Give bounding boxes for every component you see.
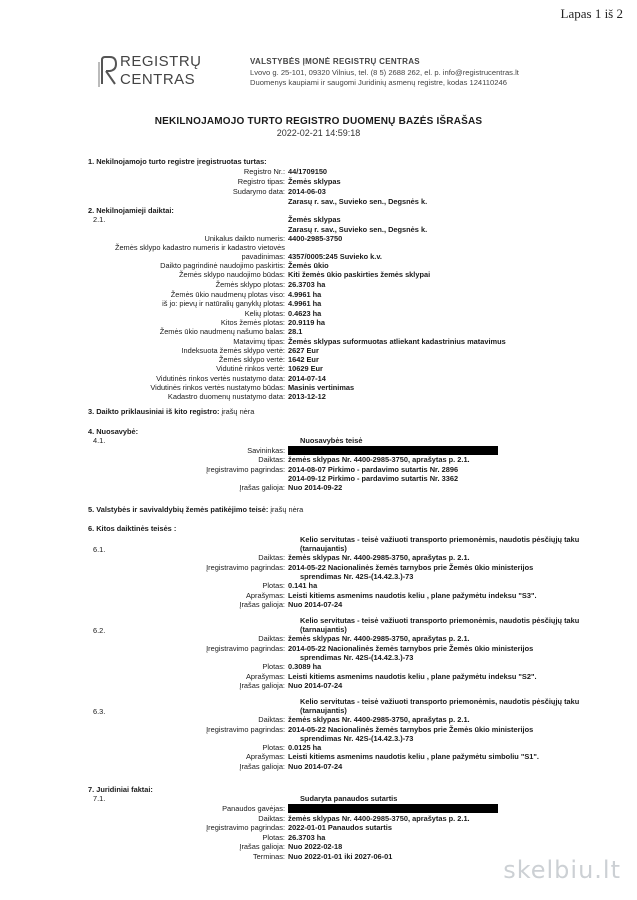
value: žemės sklypas Nr. 4400-2985-3750, aprašytas p. 2.1.: [288, 634, 470, 643]
label: Žemės ūkio naudmenų našumo balas:: [159, 327, 285, 336]
value: 2014-05-22 Nacionalinės žemės tarnybos prie Žemės ūkio ministerijos: [288, 725, 534, 734]
label: Panaudos gavėjas:: [222, 804, 285, 813]
label: Registro tipas:: [237, 177, 285, 186]
watermark: [503, 856, 621, 884]
section-5-title: 5. Valstybės ir savivaldybių žemės patikėjimo teisė:: [88, 505, 269, 514]
label: Unikalus daikto numeris:: [204, 234, 285, 243]
section-5-empty: įrašų nėra: [270, 505, 304, 514]
item-number: 7.1.: [93, 794, 106, 803]
label: Įregistravimo pagrindas:: [206, 465, 285, 474]
label: Įrašas galioja:: [239, 762, 285, 771]
value: Žemės sklypas suformuotas atliekant kadastrinius matavimus: [288, 337, 506, 346]
label: Plotas:: [262, 743, 285, 752]
value: Leisti kitiems asmenims naudotis keliu , plane pažymėtu indeksu "S3".: [288, 591, 537, 600]
document-title: NEKILNOJAMOJO TURTO REGISTRO DUOMENŲ BAZĖS IŠRAŠAS: [154, 116, 483, 127]
value: 26.3703 ha: [288, 280, 326, 289]
value: Žemės sklypas: [288, 177, 341, 186]
label: Aprašymas:: [245, 752, 285, 761]
label: Aprašymas:: [245, 672, 285, 681]
value: 0.4623 ha: [288, 309, 322, 318]
label: Įrašas galioja:: [239, 483, 285, 492]
section-1-heading: 1. Nekilnojamojo turto registre įregistruotas turtas:: [88, 157, 267, 166]
value: 2627 Eur: [288, 346, 319, 355]
value: Kelio servitutas - teisė važiuoti transporto priemonėmis, naudotis pėsčiųjų taku: [300, 535, 580, 544]
label: Kelių plotas:: [244, 309, 285, 318]
value: Leisti kitiems asmenims naudotis keliu , plane pažymėtu simboliu "S1".: [288, 752, 539, 761]
value: sprendimas Nr. 42S-(14.42.3.)-73: [300, 734, 414, 743]
label: Žemės ūkio naudmenų plotas viso:: [170, 290, 285, 299]
label: Įregistravimo pagrindas:: [206, 644, 285, 653]
value: Kiti žemės ūkio paskirties žemės sklypai: [288, 270, 431, 279]
item-number: 6.2.: [93, 626, 106, 635]
value: 1642 Eur: [288, 355, 319, 364]
label: Sudarymo data:: [232, 187, 285, 196]
value: 0.3089 ha: [288, 662, 322, 671]
section-7-heading: 7. Juridiniai faktai:: [88, 785, 153, 794]
label: Daiktas:: [258, 553, 285, 562]
value: 2014-05-22 Nacionalinės žemės tarnybos prie Žemės ūkio ministerijos: [288, 644, 534, 653]
value: 4.9961 ha: [288, 299, 322, 308]
value: Žemės ūkio: [288, 261, 329, 270]
label: Registro Nr.:: [243, 167, 285, 176]
label: Žemės sklypo kadastro numeris ir kadastro vietovės: [114, 243, 285, 252]
value: Kelio servitutas - teisė važiuoti transporto priemonėmis, naudotis pėsčiųjų taku: [300, 697, 580, 706]
value: 4400-2985-3750: [288, 234, 343, 243]
label: Žemės sklypo plotas:: [215, 280, 285, 289]
label: pavadinimas:: [241, 252, 285, 261]
label: Įregistravimo pagrindas:: [206, 823, 285, 832]
section-5-heading: [88, 505, 303, 515]
document-datetime: 2022-02-21 14:59:18: [276, 128, 361, 138]
value: žemės sklypas Nr. 4400-2985-3750, aprašytas p. 2.1.: [288, 553, 470, 562]
value: Nuo 2022-01-01 iki 2027-06-01: [288, 852, 393, 861]
value: sprendimas Nr. 42S-(14.42.3.)-73: [300, 653, 414, 662]
section-3-title: 3. Daikto priklausiniai iš kito registro:: [88, 407, 220, 416]
value: Žemės sklypas: [288, 215, 341, 224]
label: Žemės sklypo vertė:: [218, 355, 285, 364]
value: Sudaryta panaudos sutartis: [300, 794, 398, 803]
value: (tarnaujantis): [300, 625, 347, 634]
value: Nuo 2014-09-22: [288, 483, 343, 492]
value: Kelio servitutas - teisė važiuoti transporto priemonėmis, naudotis pėsčiųjų taku: [300, 616, 580, 625]
label: Plotas:: [262, 581, 285, 590]
value: Zarasų r. sav., Suviekо sen., Degsnės k.: [288, 197, 428, 206]
label: Vidutinės rinkos vertės nustatymo būdas:: [150, 383, 285, 392]
label: Daiktas:: [258, 634, 285, 643]
label: Įregistravimo pagrindas:: [206, 725, 285, 734]
label: Aprašymas:: [245, 591, 285, 600]
logo-line-1: REGISTRŲ: [120, 53, 202, 70]
item-number: 2.1.: [93, 215, 106, 224]
value: 2014-06-03: [288, 187, 326, 196]
label: iš jo: pievų ir natūralių ganyklų plotas:: [162, 299, 285, 308]
value: žemės sklypas Nr. 4400-2985-3750, aprašytas p. 2.1.: [288, 814, 470, 823]
value: Masinis vertinimas: [288, 383, 355, 392]
label: Įregistravimo pagrindas:: [206, 563, 285, 572]
org-name: VALSTYBĖS ĮMONĖ REGISTRŲ CENTRAS: [250, 57, 420, 66]
label: Daiktas:: [258, 814, 285, 823]
label: Įrašas galioja:: [239, 842, 285, 851]
item-number: 6.3.: [93, 707, 106, 716]
label: Daiktas:: [258, 455, 285, 464]
value: 2022-01-01 Panaudos sutartis: [288, 823, 392, 832]
value: Nuo 2014-07-24: [288, 600, 343, 609]
label: Plotas:: [262, 833, 285, 842]
value: 20.9119 ha: [288, 318, 325, 327]
section-3-heading: [88, 407, 254, 417]
label: Įrašas galioja:: [239, 681, 285, 690]
value: žemės sklypas Nr. 4400-2985-3750, aprašytas p. 2.1.: [288, 715, 470, 724]
label: Savininkas:: [247, 446, 285, 455]
value: žemės sklypas Nr. 4400-2985-3750, aprašytas p. 2.1.: [288, 455, 470, 464]
label: Kitos žemės plotas:: [220, 318, 285, 327]
section-6-heading: 6. Kitos daiktinės teisės :: [88, 524, 177, 533]
label: Žemės sklypo naudojimo būdas:: [179, 270, 285, 279]
section-3-empty: įrašų nėra: [221, 407, 255, 416]
label: Vidutinės rinkos vertės nustatymo data:: [156, 374, 285, 383]
label: Įrašas galioja:: [239, 600, 285, 609]
value: Leisti kitiems asmenims naudotis keliu , plane pažymėtu indeksu "S2".: [288, 672, 537, 681]
value: Nuo 2022-02-18: [288, 842, 343, 851]
value: 2014-08-07 Pirkimo - pardavimo sutartis Nr. 2896: [288, 465, 459, 474]
value: 2013-12-12: [288, 392, 326, 401]
value: Nuo 2014-07-24: [288, 681, 343, 690]
label: Terminas:: [252, 852, 285, 861]
logo-line-2: CENTRAS: [120, 71, 196, 88]
value: 10629 Eur: [288, 364, 323, 373]
label: Daikto pagrindinė naudojimo paskirtis:: [160, 261, 285, 270]
value: 0.141 ha: [288, 581, 318, 590]
label: Kadastro duomenų nustatymo data:: [167, 392, 285, 401]
label: Matavimų tipas:: [233, 337, 285, 346]
value: 0.0125 ha: [288, 743, 322, 752]
value: 26.3703 ha: [288, 833, 326, 842]
value: sprendimas Nr. 42S-(14.42.3.)-73: [300, 572, 414, 581]
value: 28.1: [288, 327, 303, 336]
org-registry-info: Duomenys kaupiami ir saugomi Juridinių asmenų registre, kodas 124110246: [250, 78, 507, 87]
value: 44/1709150: [288, 167, 328, 176]
label: Vidutinė rinkos vertė:: [216, 364, 285, 373]
value: (tarnaujantis): [300, 544, 347, 553]
label: Plotas:: [262, 662, 285, 671]
value: (tarnaujantis): [300, 706, 347, 715]
redacted-owner: [288, 446, 498, 455]
value: Nuo 2014-07-24: [288, 762, 343, 771]
value: 2014-09-12 Pirkimo - pardavimo sutartis Nr. 3362: [288, 474, 459, 483]
redacted-borrower: [288, 804, 498, 813]
value: 4.9961 ha: [288, 290, 322, 299]
value: 2014-07-14: [288, 374, 326, 383]
value: Nuosavybės teisė: [300, 436, 363, 445]
section-4-heading: 4. Nuosavybė:: [88, 427, 139, 436]
section-2-heading: 2. Nekilnojamieji daiktai:: [88, 206, 174, 215]
page-number: Lapas 1 iš 2: [560, 6, 623, 21]
label: Indeksuota žemės sklypo vertė:: [181, 346, 285, 355]
item-number: 4.1.: [93, 436, 106, 445]
value: Zarasų r. sav., Suvieko sen., Degsnės k.: [288, 225, 428, 234]
org-address: Lvovo g. 25-101, 09320 Vilnius, tel. (8 5) 2688 262, el. p. info@registrucentras.lt: [250, 67, 519, 77]
label: Daiktas:: [258, 715, 285, 724]
value: 2014-05-22 Nacionalinės žemės tarnybos prie Žemės ūkio ministerijos: [288, 563, 534, 572]
value: 4357/0005:245 Suvieko k.v.: [288, 252, 382, 261]
item-number: 6.1.: [93, 545, 106, 554]
watermark-text: skelbiu.lt: [503, 856, 621, 884]
